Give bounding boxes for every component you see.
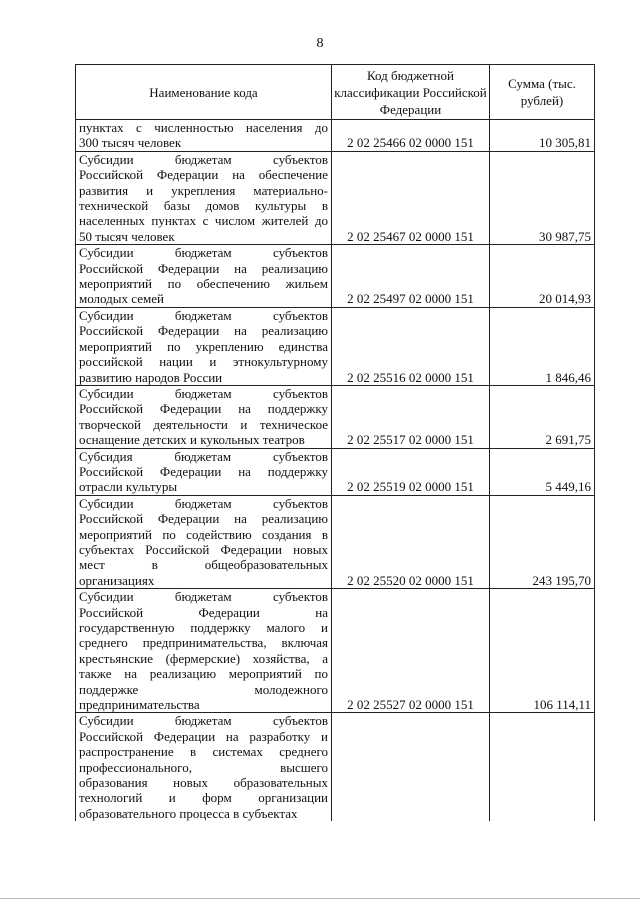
row-name-line: Российской Федерации на реализацию bbox=[79, 260, 328, 276]
row-name bbox=[76, 151, 332, 244]
row-code: 2 02 25517 02 0000 151 bbox=[332, 385, 490, 448]
row-name bbox=[76, 448, 332, 495]
row-sum: 10 305,81 bbox=[490, 120, 595, 152]
row-name-line: крестьянские (фермерские) хозяйства, а bbox=[79, 650, 328, 666]
page-number: 8 bbox=[316, 36, 324, 51]
row-name-line: Субсидии бюджетам субъектов bbox=[79, 151, 328, 167]
row-name-line: предпринимательства bbox=[79, 697, 200, 713]
row-sum: 5 449,16 bbox=[490, 448, 595, 495]
row-name-line: Российской Федерации на реализацию bbox=[79, 323, 328, 339]
table-row bbox=[76, 589, 595, 713]
page-bottom-rule bbox=[0, 898, 640, 899]
row-name-line: мест в общеобразовательных bbox=[79, 557, 328, 573]
row-name bbox=[76, 120, 332, 152]
row-code: 2 02 25466 02 0000 151 bbox=[332, 120, 490, 152]
row-name-line: технологий и форм организации bbox=[79, 790, 328, 806]
row-sum: 2 691,75 bbox=[490, 385, 595, 448]
row-code: 2 02 25527 02 0000 151 bbox=[332, 589, 490, 713]
row-name-line: развития и укрепления материально- bbox=[79, 182, 328, 198]
row-name-line: технической базы домов культуры в bbox=[79, 198, 328, 214]
header-name: Наименование кода bbox=[76, 65, 332, 120]
row-name-line: развитию народов России bbox=[79, 369, 223, 385]
row-name-line: Российской Федерации на поддержку bbox=[79, 463, 328, 479]
row-name-line: российской нации и этнокультурному bbox=[79, 354, 328, 370]
row-name-line: Субсидии бюджетам субъектов bbox=[79, 495, 328, 511]
row-name-line: молодых семей bbox=[79, 291, 164, 307]
row-name-line: мероприятий по обеспечению жильем bbox=[79, 276, 328, 292]
row-name-line: Российской Федерации на обеспечение bbox=[79, 167, 328, 183]
table-row bbox=[76, 120, 595, 152]
row-name bbox=[76, 385, 332, 448]
row-name-line: населенных пунктах с числом жителей до bbox=[79, 213, 328, 229]
row-name-line: также на реализацию мероприятий по bbox=[79, 666, 328, 682]
budget-table bbox=[75, 64, 595, 821]
table-row bbox=[76, 307, 595, 385]
table-row bbox=[76, 385, 595, 448]
row-name-line: среднего предпринимательства, включая bbox=[79, 635, 328, 651]
row-name-line: пунктах с численностью населения до bbox=[79, 120, 328, 135]
row-name-line: мероприятий по укреплению единства bbox=[79, 338, 328, 354]
row-name-line: мероприятий по содействию создания в bbox=[79, 526, 328, 542]
row-name bbox=[76, 713, 332, 821]
row-name-line: 50 тысяч человек bbox=[79, 228, 175, 244]
row-name bbox=[76, 307, 332, 385]
row-name-line: Субсидии бюджетам субъектов bbox=[79, 307, 328, 323]
table-row bbox=[76, 713, 595, 821]
row-sum: 106 114,11 bbox=[490, 589, 595, 713]
row-sum: 20 014,93 bbox=[490, 245, 595, 308]
row-name bbox=[76, 245, 332, 308]
row-name-line: образовательного процесса в субъектах bbox=[79, 805, 298, 821]
row-name bbox=[76, 589, 332, 713]
header-sum: Сумма (тыс. рублей) bbox=[490, 65, 595, 120]
row-name-line: Субсидии бюджетам субъектов bbox=[79, 385, 328, 401]
table-body bbox=[76, 120, 595, 822]
table-header-row bbox=[76, 65, 595, 120]
table-row bbox=[76, 448, 595, 495]
row-name-line: творческой деятельности и техническое bbox=[79, 416, 328, 432]
row-name-line: Субсидии бюджетам субъектов bbox=[79, 713, 328, 729]
row-code: 2 02 25519 02 0000 151 bbox=[332, 448, 490, 495]
row-name-line: распространение в системах среднего bbox=[79, 744, 328, 760]
row-name-line: образования новых образовательных bbox=[79, 775, 328, 791]
row-name-line: поддержке молодежного bbox=[79, 681, 328, 697]
row-code: 2 02 25520 02 0000 151 bbox=[332, 495, 490, 588]
row-name-line: профессионального, высшего bbox=[79, 759, 328, 775]
row-name-line: 300 тысяч человек bbox=[79, 135, 182, 151]
row-name-line: оснащение детских и кукольных театров bbox=[79, 432, 305, 448]
row-name-line: Российской Федерации на разработку и bbox=[79, 728, 328, 744]
row-name bbox=[76, 495, 332, 588]
row-code: 2 02 25467 02 0000 151 bbox=[332, 151, 490, 244]
table-row bbox=[76, 151, 595, 244]
row-name-line: Российской Федерации на поддержку bbox=[79, 401, 328, 417]
row-code bbox=[332, 713, 490, 821]
row-code: 2 02 25516 02 0000 151 bbox=[332, 307, 490, 385]
row-name-line: организациях bbox=[79, 572, 155, 588]
row-name-line: Субсидия бюджетам субъектов bbox=[79, 448, 328, 464]
row-name-line: государственную поддержку малого и bbox=[79, 620, 328, 635]
row-name-line: Субсидии бюджетам субъектов bbox=[79, 245, 328, 261]
row-sum: 30 987,75 bbox=[490, 151, 595, 244]
row-name-line: Российской Федерации на bbox=[79, 604, 328, 620]
table-row bbox=[76, 495, 595, 588]
table-row bbox=[76, 245, 595, 308]
row-name-line: отрасли культуры bbox=[79, 479, 178, 495]
row-sum: 1 846,46 bbox=[490, 307, 595, 385]
row-sum bbox=[490, 713, 595, 821]
row-code: 2 02 25497 02 0000 151 bbox=[332, 245, 490, 308]
row-sum: 243 195,70 bbox=[490, 495, 595, 588]
row-name-line: Российской Федерации на реализацию bbox=[79, 511, 328, 527]
row-name-line: Субсидии бюджетам субъектов bbox=[79, 589, 328, 605]
row-name-line: субъектах Российской Федерации новых bbox=[79, 541, 328, 557]
header-code: Код бюджетной классификации Российской Федерации bbox=[332, 65, 490, 120]
